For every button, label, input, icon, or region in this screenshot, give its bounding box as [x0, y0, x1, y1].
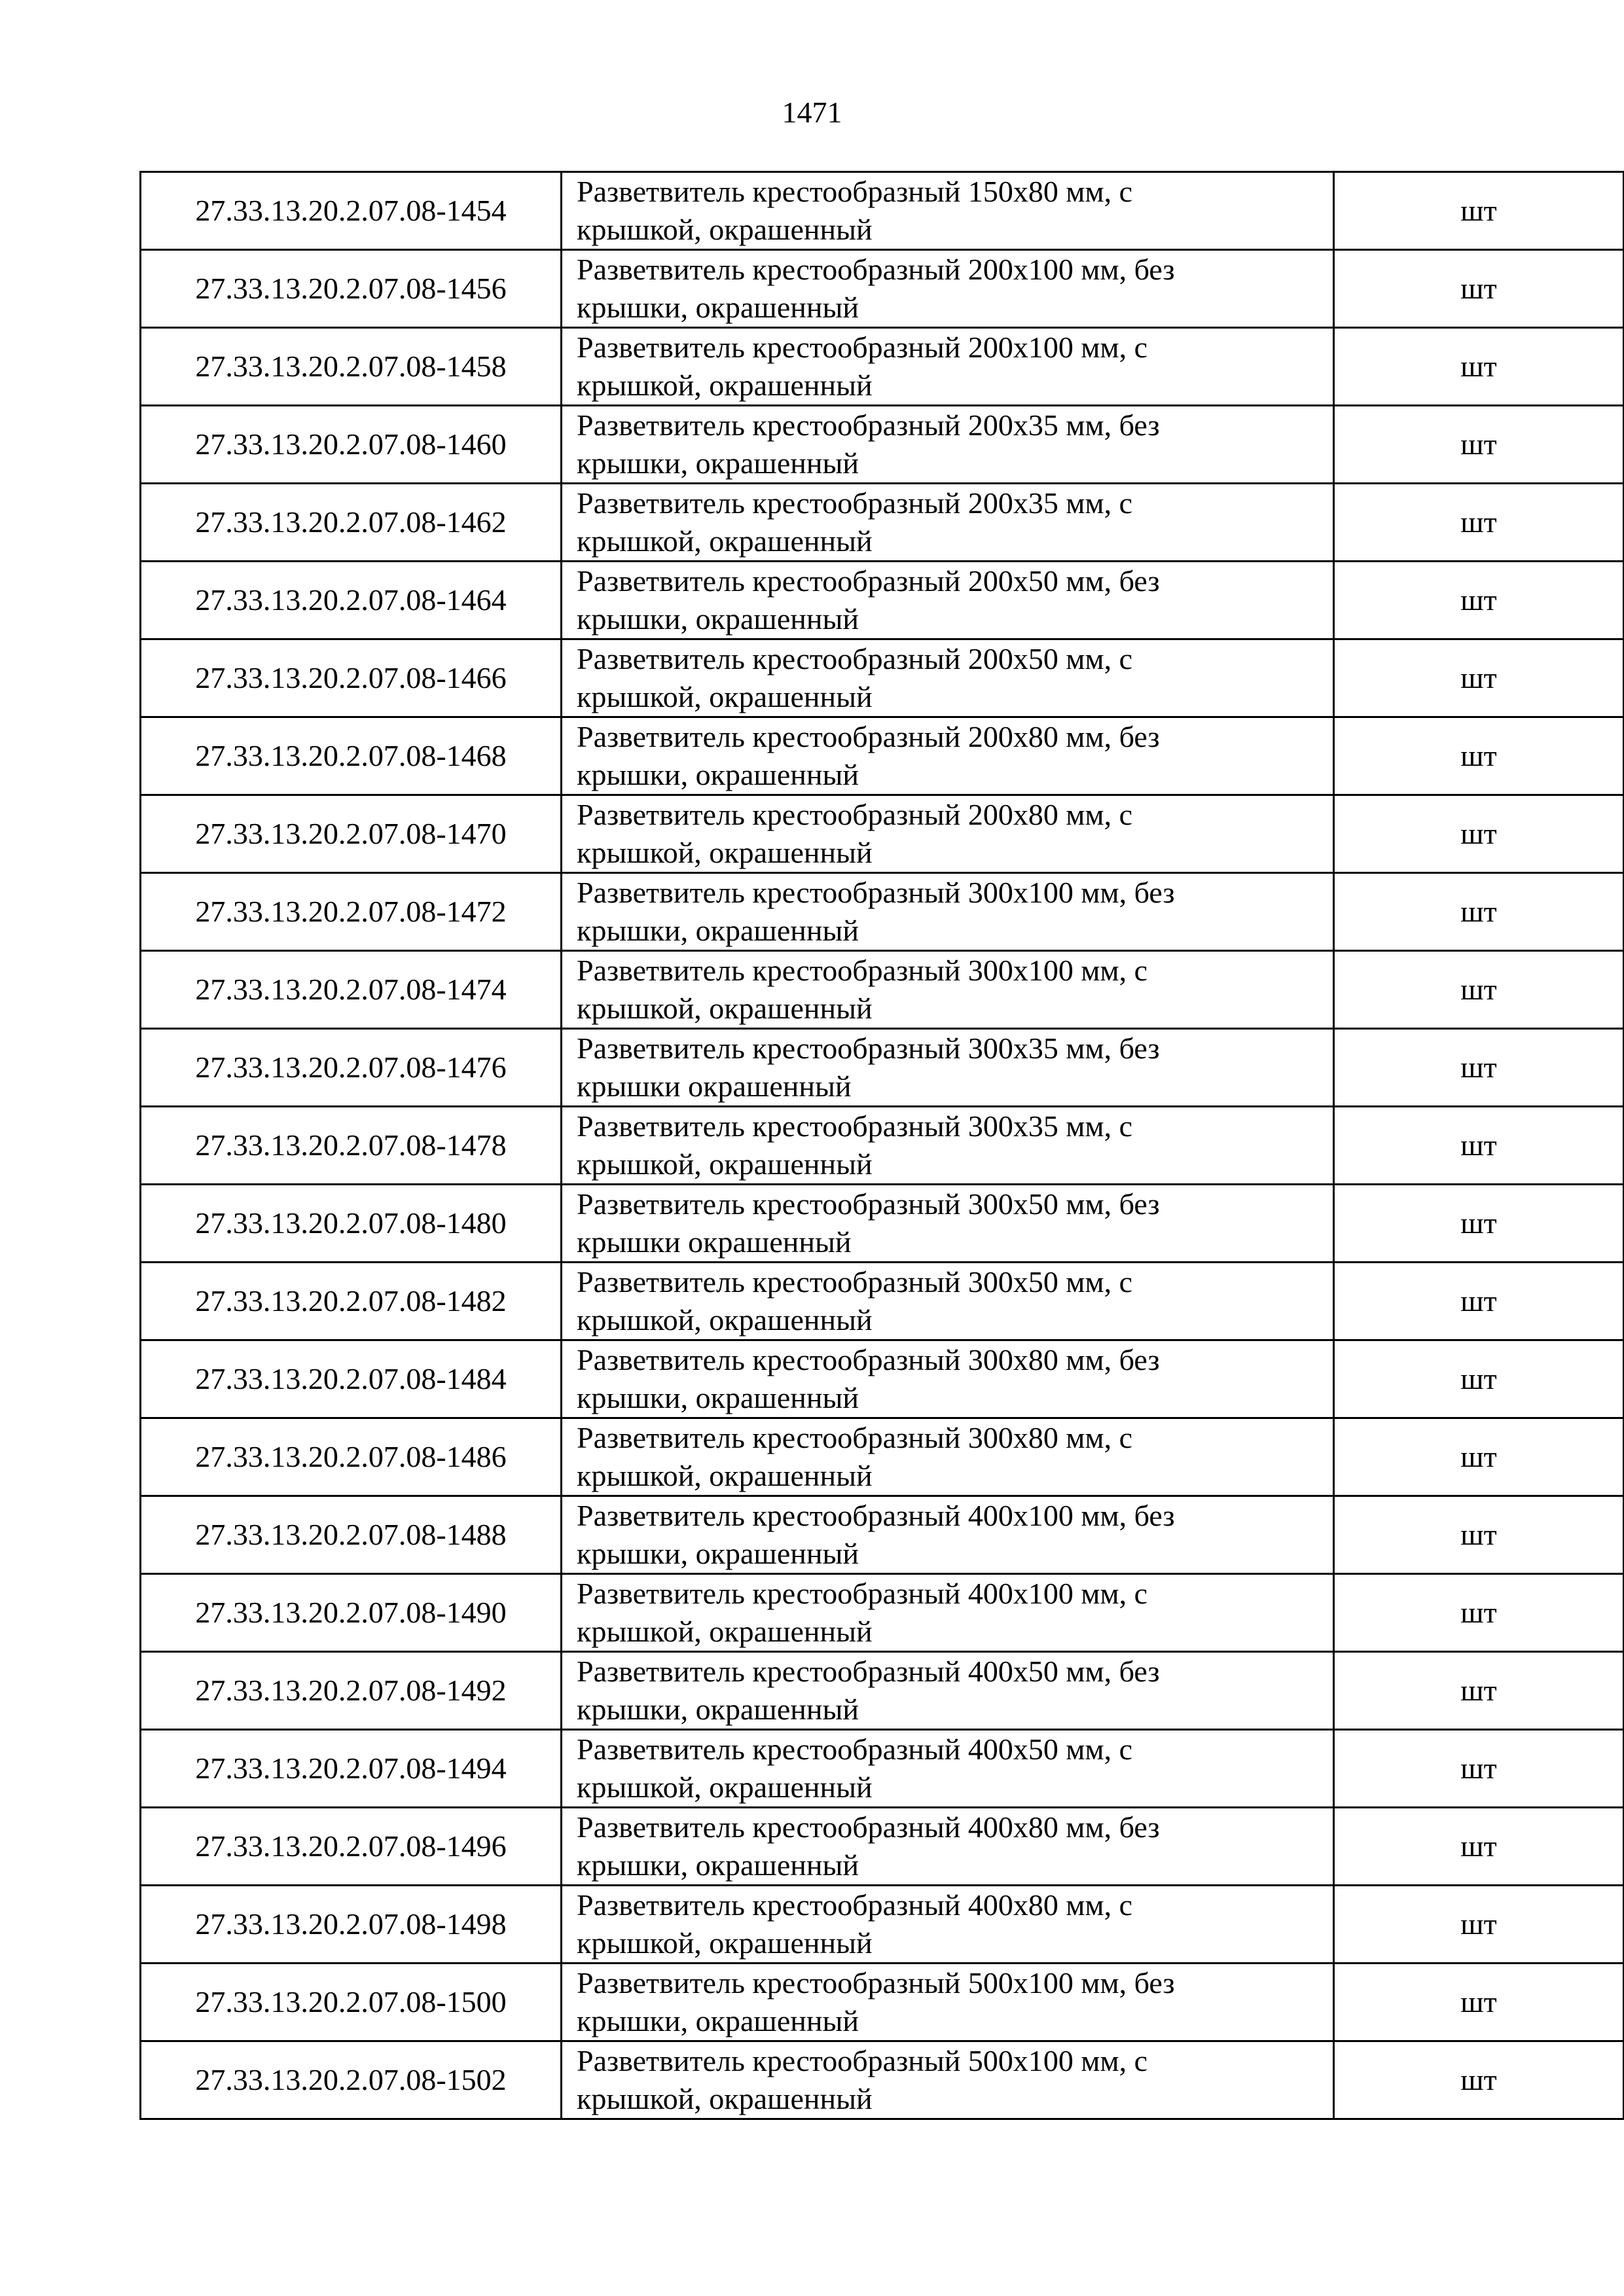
code-cell: 27.33.13.20.2.07.08-1470 [141, 795, 562, 873]
code-cell: 27.33.13.20.2.07.08-1498 [141, 1886, 562, 1964]
unit-cell: шт [1334, 1652, 1624, 1730]
unit-cell: шт [1334, 1886, 1624, 1964]
table-row [141, 1029, 1624, 1107]
table-row [141, 250, 1624, 328]
code-cell: 27.33.13.20.2.07.08-1488 [141, 1496, 562, 1574]
unit-cell: шт [1334, 172, 1624, 250]
description-line: Разветвитель крестообразный 200х100 мм, без [577, 253, 1175, 286]
table-row [141, 484, 1624, 562]
description-line: Разветвитель крестообразный 300х80 мм, без [577, 1343, 1160, 1376]
table-row [141, 1808, 1624, 1886]
code-cell: 27.33.13.20.2.07.08-1468 [141, 717, 562, 795]
code-cell: 27.33.13.20.2.07.08-1458 [141, 328, 562, 406]
description-line: крышки, окрашенный [577, 914, 859, 947]
unit-cell: шт [1334, 562, 1624, 639]
description-cell [562, 1418, 1334, 1496]
description-line: крышки окрашенный [577, 1069, 852, 1103]
description-line: крышкой, окрашенный [577, 836, 873, 869]
description-line: Разветвитель крестообразный 200х50 мм, без [577, 564, 1160, 598]
description-line: Разветвитель крестообразный 300х100 мм, без [577, 876, 1175, 909]
unit-cell: шт [1334, 1340, 1624, 1418]
description-line: Разветвитель крестообразный 400х50 мм, без [577, 1655, 1160, 1688]
unit-cell: шт [1334, 873, 1624, 951]
description-line: Разветвитель крестообразный 500х100 мм, с [577, 2044, 1148, 2077]
description-cell [562, 1107, 1334, 1185]
code-cell: 27.33.13.20.2.07.08-1500 [141, 1964, 562, 2041]
code-cell: 27.33.13.20.2.07.08-1502 [141, 2041, 562, 2119]
description-line: крышкой, окрашенный [577, 213, 873, 246]
unit-cell: шт [1334, 406, 1624, 484]
code-cell: 27.33.13.20.2.07.08-1454 [141, 172, 562, 250]
description-cell [562, 1652, 1334, 1730]
unit-cell: шт [1334, 639, 1624, 717]
description-line: Разветвитель крестообразный 200х80 мм, без [577, 720, 1160, 753]
description-line: Разветвитель крестообразный 500х100 мм, без [577, 1966, 1175, 2000]
code-cell: 27.33.13.20.2.07.08-1456 [141, 250, 562, 328]
description-line: Разветвитель крестообразный 400х100 мм, с [577, 1577, 1148, 1610]
code-cell: 27.33.13.20.2.07.08-1484 [141, 1340, 562, 1418]
unit-cell: шт [1334, 717, 1624, 795]
description-line: Разветвитель крестообразный 200х80 мм, с [577, 798, 1133, 831]
description-cell [562, 1730, 1334, 1808]
description-cell [562, 1886, 1334, 1964]
description-cell [562, 250, 1334, 328]
description-line: крышки, окрашенный [577, 291, 859, 324]
description-line: Разветвитель крестообразный 300х80 мм, с [577, 1421, 1133, 1454]
description-cell [562, 484, 1334, 562]
code-cell: 27.33.13.20.2.07.08-1486 [141, 1418, 562, 1496]
description-line: крышки, окрашенный [577, 1848, 859, 1882]
unit-cell: шт [1334, 2041, 1624, 2119]
code-cell: 27.33.13.20.2.07.08-1472 [141, 873, 562, 951]
unit-cell: шт [1334, 1808, 1624, 1886]
code-cell: 27.33.13.20.2.07.08-1494 [141, 1730, 562, 1808]
code-cell: 27.33.13.20.2.07.08-1496 [141, 1808, 562, 1886]
description-line: крышкой, окрашенный [577, 1147, 873, 1181]
description-cell [562, 1496, 1334, 1574]
description-line: Разветвитель крестообразный 200х50 мм, с [577, 642, 1133, 675]
code-cell: 27.33.13.20.2.07.08-1476 [141, 1029, 562, 1107]
table-row [141, 1107, 1624, 1185]
table-row [141, 172, 1624, 250]
table-row [141, 795, 1624, 873]
description-cell [562, 1340, 1334, 1418]
description-cell [562, 795, 1334, 873]
description-cell [562, 639, 1334, 717]
code-cell: 27.33.13.20.2.07.08-1474 [141, 951, 562, 1029]
table-row [141, 717, 1624, 795]
unit-cell: шт [1334, 1964, 1624, 2041]
unit-cell: шт [1334, 1730, 1624, 1808]
description-line: Разветвитель крестообразный 300х35 мм, с [577, 1109, 1133, 1143]
table-row [141, 1730, 1624, 1808]
unit-cell: шт [1334, 1107, 1624, 1185]
description-cell [562, 1263, 1334, 1340]
catalog-table [139, 171, 1624, 2120]
table-row [141, 2041, 1624, 2119]
description-line: крышки, окрашенный [577, 602, 859, 636]
table-row [141, 951, 1624, 1029]
description-line: Разветвитель крестообразный 200х100 мм, с [577, 331, 1148, 364]
table-row [141, 1574, 1624, 1652]
description-line: Разветвитель крестообразный 300х50 мм, с [577, 1265, 1133, 1299]
description-line: крышки окрашенный [577, 1225, 852, 1259]
description-cell [562, 1574, 1334, 1652]
unit-cell: шт [1334, 250, 1624, 328]
code-cell: 27.33.13.20.2.07.08-1460 [141, 406, 562, 484]
description-cell [562, 1808, 1334, 1886]
description-cell [562, 1964, 1334, 2041]
description-line: Разветвитель крестообразный 150х80 мм, с [577, 175, 1133, 208]
description-line: Разветвитель крестообразный 300х100 мм, с [577, 954, 1148, 987]
table-row [141, 328, 1624, 406]
code-cell: 27.33.13.20.2.07.08-1478 [141, 1107, 562, 1185]
unit-cell: шт [1334, 1574, 1624, 1652]
table-row [141, 1340, 1624, 1418]
description-line: крышкой, окрашенный [577, 1303, 873, 1336]
table-row [141, 873, 1624, 951]
description-line: Разветвитель крестообразный 300х35 мм, без [577, 1031, 1160, 1065]
description-line: крышки, окрашенный [577, 1537, 859, 1570]
description-cell [562, 2041, 1334, 2119]
unit-cell: шт [1334, 1185, 1624, 1263]
unit-cell: шт [1334, 1418, 1624, 1496]
table-row [141, 562, 1624, 639]
code-cell: 27.33.13.20.2.07.08-1462 [141, 484, 562, 562]
unit-cell: шт [1334, 1029, 1624, 1107]
table-row [141, 639, 1624, 717]
description-line: Разветвитель крестообразный 400х100 мм, без [577, 1499, 1175, 1532]
table-row [141, 1652, 1624, 1730]
unit-cell: шт [1334, 1496, 1624, 1574]
code-cell: 27.33.13.20.2.07.08-1490 [141, 1574, 562, 1652]
description-line: Разветвитель крестообразный 200х35 мм, без [577, 408, 1160, 442]
table-row [141, 1496, 1624, 1574]
description-cell [562, 328, 1334, 406]
description-line: крышки, окрашенный [577, 1693, 859, 1726]
table-row [141, 406, 1624, 484]
description-line: Разветвитель крестообразный 400х80 мм, с [577, 1888, 1133, 1922]
description-line: крышки, окрашенный [577, 1381, 859, 1414]
description-line: крышкой, окрашенный [577, 1770, 873, 1804]
description-line: Разветвитель крестообразный 200х35 мм, с [577, 486, 1133, 520]
description-line: крышкой, окрашенный [577, 2082, 873, 2115]
table-row [141, 1263, 1624, 1340]
unit-cell: шт [1334, 1263, 1624, 1340]
description-cell [562, 717, 1334, 795]
description-cell [562, 172, 1334, 250]
page-number: 1471 [782, 96, 842, 129]
description-line: крышкой, окрашенный [577, 680, 873, 713]
description-cell [562, 406, 1334, 484]
description-cell [562, 1185, 1334, 1263]
description-line: Разветвитель крестообразный 400х80 мм, без [577, 1810, 1160, 1844]
description-line: Разветвитель крестообразный 300х50 мм, без [577, 1187, 1160, 1221]
code-cell: 27.33.13.20.2.07.08-1464 [141, 562, 562, 639]
description-cell [562, 1029, 1334, 1107]
code-cell: 27.33.13.20.2.07.08-1480 [141, 1185, 562, 1263]
table-row [141, 1185, 1624, 1263]
description-line: крышкой, окрашенный [577, 1615, 873, 1648]
description-line: Разветвитель крестообразный 400х50 мм, с [577, 1732, 1133, 1766]
description-cell [562, 562, 1334, 639]
table-row [141, 1886, 1624, 1964]
description-line: крышкой, окрашенный [577, 1459, 873, 1492]
description-line: крышкой, окрашенный [577, 992, 873, 1025]
unit-cell: шт [1334, 328, 1624, 406]
description-line: крышкой, окрашенный [577, 524, 873, 558]
unit-cell: шт [1334, 484, 1624, 562]
code-cell: 27.33.13.20.2.07.08-1482 [141, 1263, 562, 1340]
code-cell: 27.33.13.20.2.07.08-1466 [141, 639, 562, 717]
description-line: крышкой, окрашенный [577, 368, 873, 402]
description-cell [562, 873, 1334, 951]
description-cell [562, 951, 1334, 1029]
table-row [141, 1418, 1624, 1496]
table-row [141, 1964, 1624, 2041]
unit-cell: шт [1334, 951, 1624, 1029]
code-cell: 27.33.13.20.2.07.08-1492 [141, 1652, 562, 1730]
description-line: крышки, окрашенный [577, 758, 859, 791]
unit-cell: шт [1334, 795, 1624, 873]
description-line: крышкой, окрашенный [577, 1926, 873, 1960]
description-line: крышки, окрашенный [577, 446, 859, 480]
description-line: крышки, окрашенный [577, 2004, 859, 2037]
